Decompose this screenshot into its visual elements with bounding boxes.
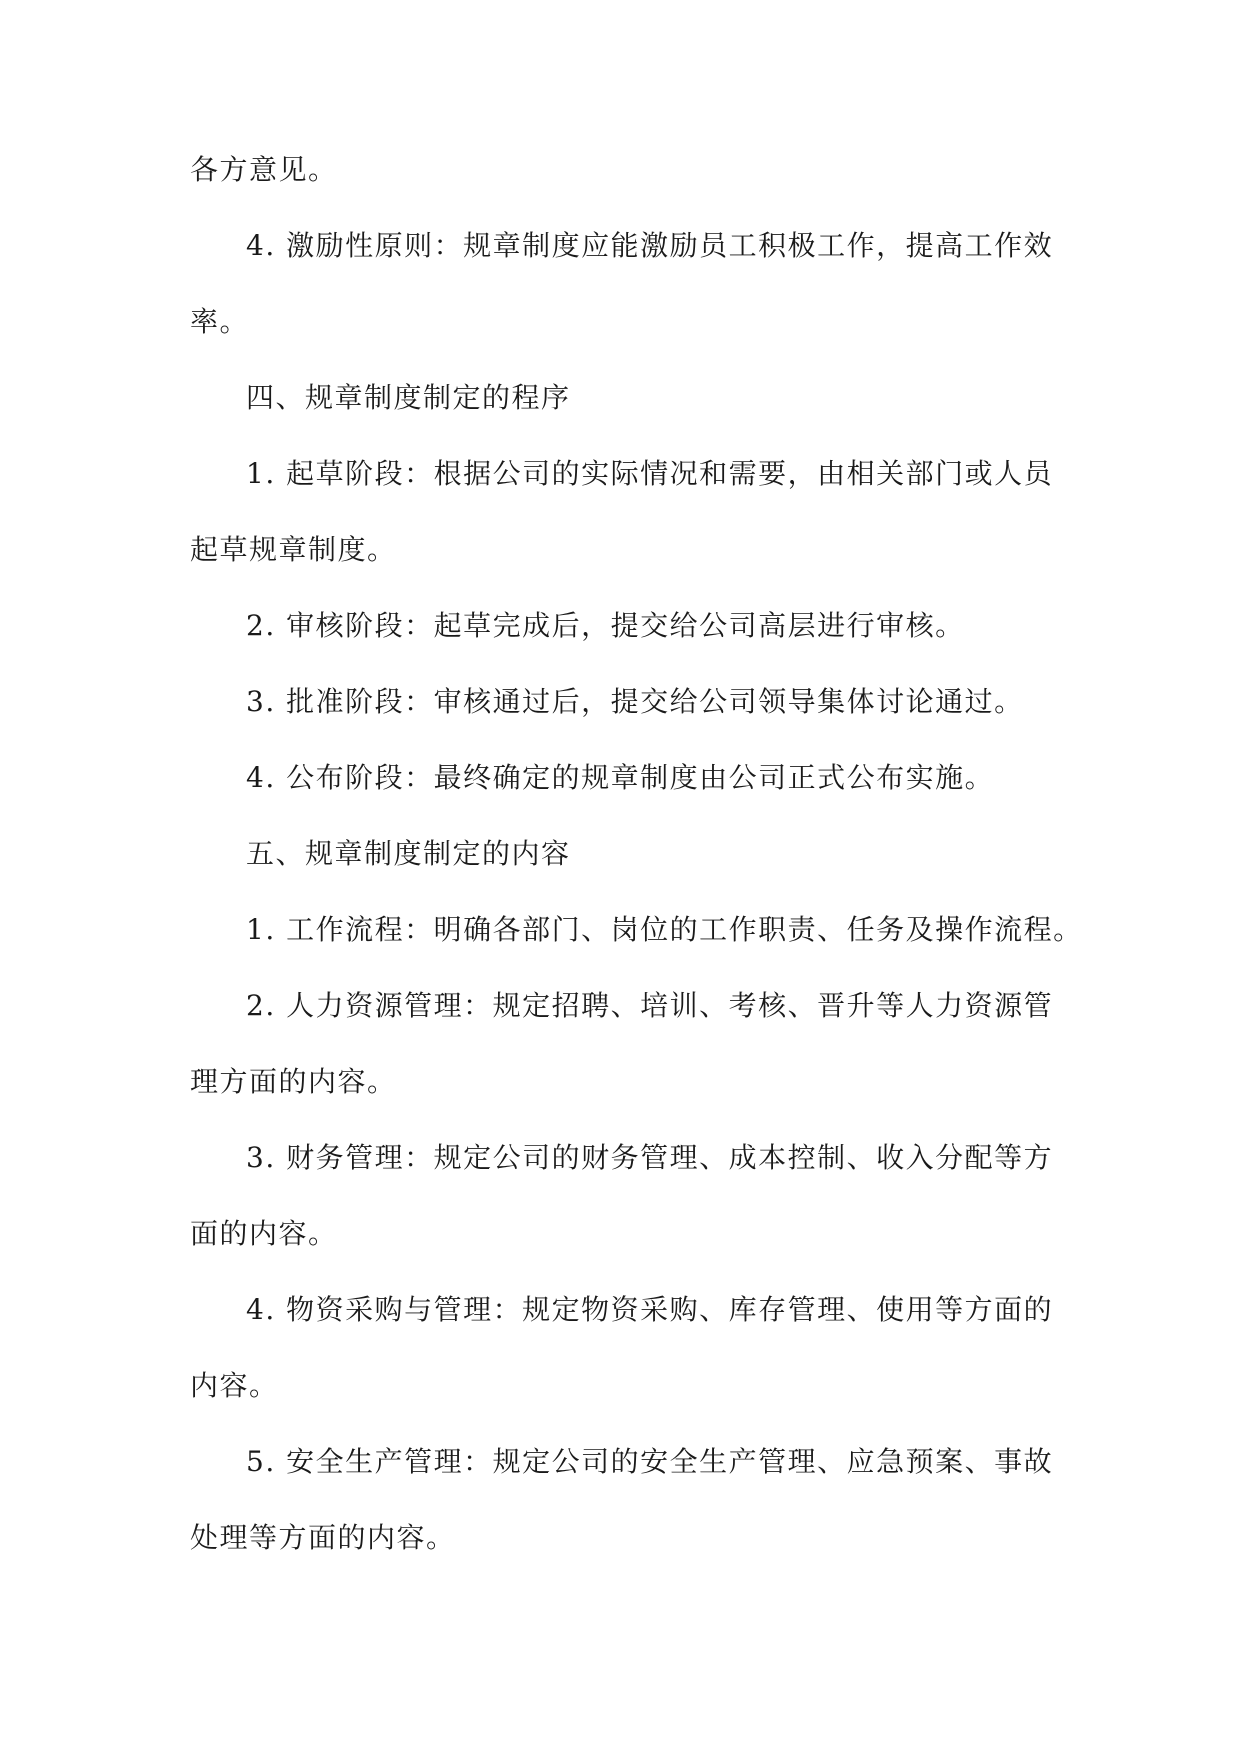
text-line: 5. 安全生产管理：规定公司的安全生产管理、应急预案、事故 (246, 1445, 1054, 1478)
text-line: 1. 工作流程：明确各部门、岗位的工作职责、任务及操作流程。 (246, 913, 1083, 946)
text-line: 4. 物资采购与管理：规定物资采购、库存管理、使用等方面的 (246, 1293, 1054, 1326)
text-line: 3. 财务管理：规定公司的财务管理、成本控制、收入分配等方 (246, 1141, 1054, 1174)
section-heading: 五、规章制度制定的内容 (246, 837, 571, 870)
text-line: 内容。 (190, 1369, 279, 1402)
text-line: 处理等方面的内容。 (190, 1521, 456, 1554)
text-line: 理方面的内容。 (190, 1065, 397, 1098)
text-line: 1. 起草阶段：根据公司的实际情况和需要，由相关部门或人员 (246, 457, 1054, 490)
text-line: 面的内容。 (190, 1217, 338, 1250)
text-line: 2. 审核阶段：起草完成后，提交给公司高层进行审核。 (246, 609, 965, 642)
text-line: 3. 批准阶段：审核通过后，提交给公司领导集体讨论通过。 (246, 685, 1024, 718)
text-line: 各方意见。 (190, 153, 338, 186)
text-line: 率。 (190, 305, 250, 338)
text-line: 2. 人力资源管理：规定招聘、培训、考核、晋升等人力资源管 (246, 989, 1054, 1022)
text-line: 4. 公布阶段：最终确定的规章制度由公司正式公布实施。 (246, 761, 995, 794)
section-heading: 四、规章制度制定的程序 (246, 381, 571, 414)
text-line: 起草规章制度。 (190, 533, 397, 566)
text-line: 4. 激励性原则：规章制度应能激励员工积极工作，提高工作效 (246, 229, 1054, 262)
